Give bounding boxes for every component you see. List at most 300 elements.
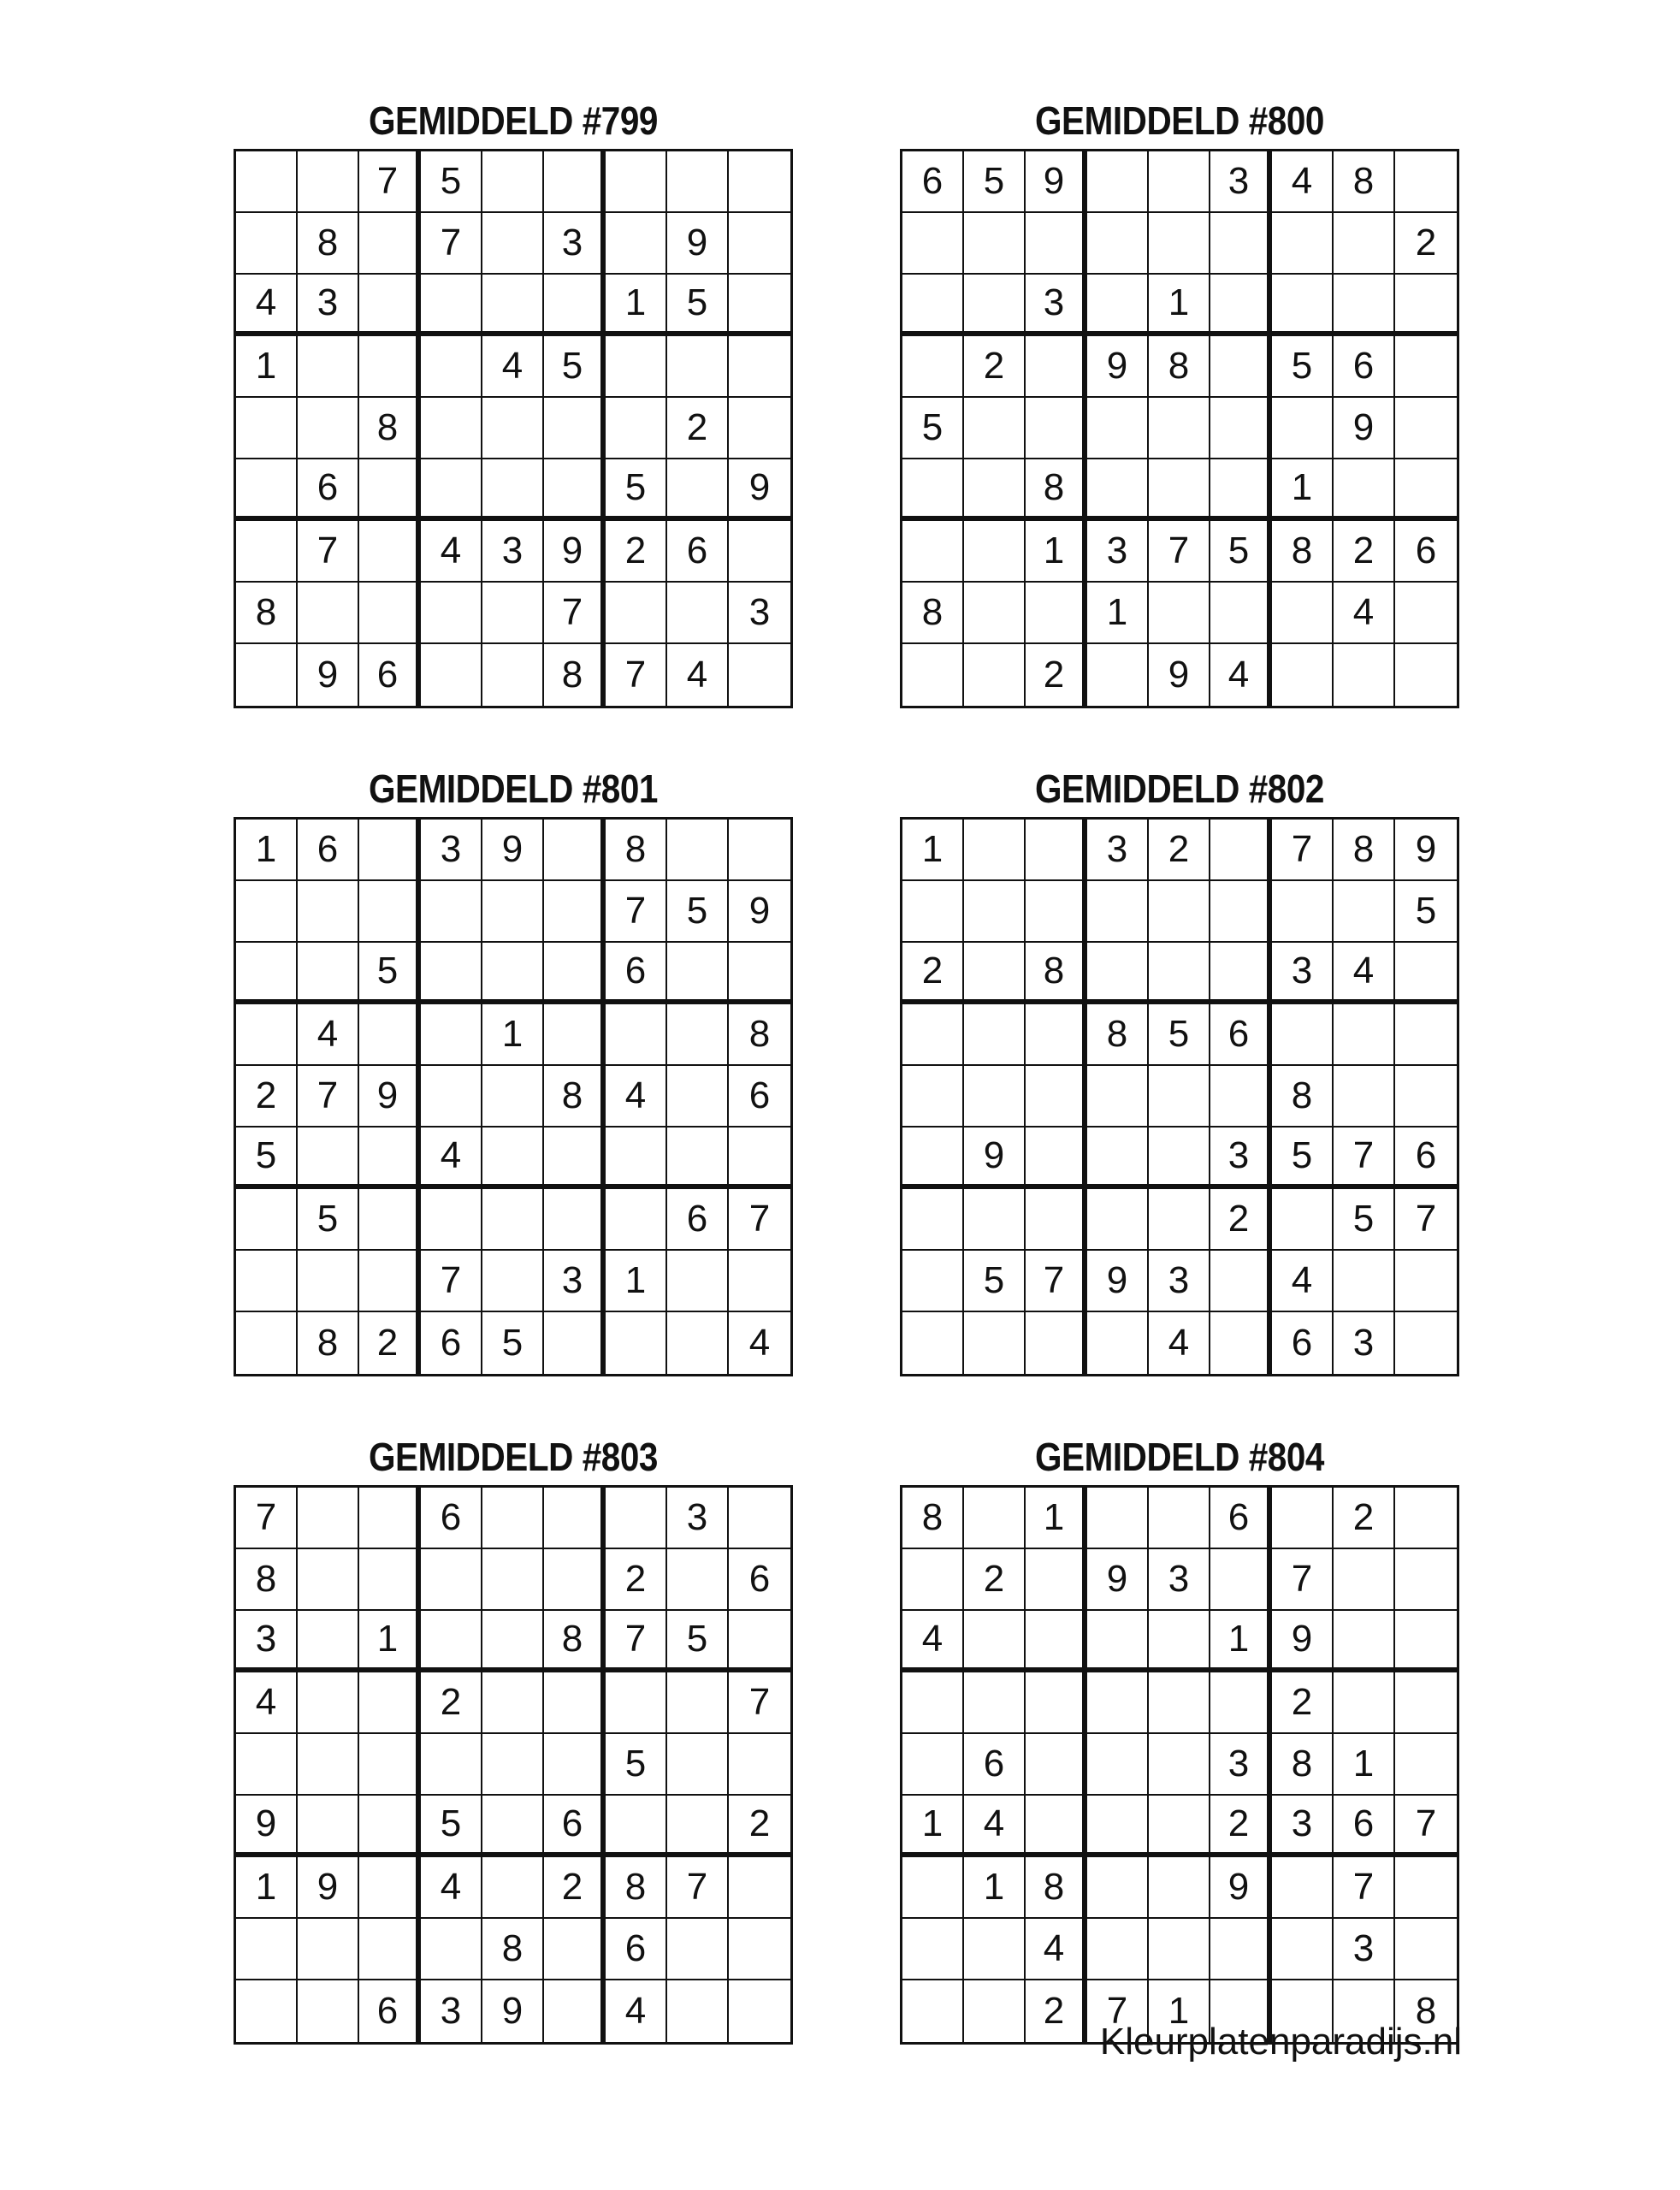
empty-cell[interactable] [902,1919,964,1980]
empty-cell[interactable] [544,1672,606,1734]
empty-cell[interactable] [1149,398,1210,459]
empty-cell[interactable] [298,1251,359,1312]
empty-cell[interactable] [544,1980,606,2042]
empty-cell[interactable] [236,644,298,706]
empty-cell[interactable] [964,1004,1026,1066]
empty-cell[interactable] [606,1796,667,1857]
empty-cell[interactable] [964,820,1026,881]
empty-cell[interactable] [1087,1611,1149,1672]
empty-cell[interactable] [359,1189,421,1251]
empty-cell[interactable] [482,1672,544,1734]
empty-cell[interactable] [1395,943,1457,1004]
empty-cell[interactable] [1210,1066,1272,1128]
empty-cell[interactable] [1087,881,1149,943]
empty-cell[interactable] [298,881,359,943]
empty-cell[interactable] [1149,943,1210,1004]
empty-cell[interactable] [667,1796,729,1857]
empty-cell[interactable] [1210,459,1272,521]
empty-cell[interactable] [964,1066,1026,1128]
empty-cell[interactable] [1395,275,1457,336]
empty-cell[interactable] [482,151,544,213]
empty-cell[interactable] [902,336,964,398]
empty-cell[interactable] [1087,1857,1149,1919]
empty-cell[interactable] [544,275,606,336]
empty-cell[interactable] [421,398,482,459]
empty-cell[interactable] [236,1189,298,1251]
empty-cell[interactable] [544,1004,606,1066]
empty-cell[interactable] [667,820,729,881]
empty-cell[interactable] [902,521,964,583]
empty-cell[interactable] [606,1004,667,1066]
empty-cell[interactable] [1149,1672,1210,1734]
empty-cell[interactable] [298,583,359,644]
empty-cell[interactable] [236,1919,298,1980]
empty-cell[interactable] [964,943,1026,1004]
empty-cell[interactable] [482,459,544,521]
empty-cell[interactable] [1149,459,1210,521]
empty-cell[interactable] [1395,583,1457,644]
empty-cell[interactable] [667,1549,729,1611]
empty-cell[interactable] [964,275,1026,336]
empty-cell[interactable] [544,1488,606,1549]
empty-cell[interactable] [359,1734,421,1796]
empty-cell[interactable] [667,1128,729,1189]
empty-cell[interactable] [729,1251,790,1312]
empty-cell[interactable] [298,1796,359,1857]
empty-cell[interactable] [236,213,298,275]
empty-cell[interactable] [1026,1549,1087,1611]
empty-cell[interactable] [1210,881,1272,943]
empty-cell[interactable] [1210,1672,1272,1734]
empty-cell[interactable] [1395,1734,1457,1796]
empty-cell[interactable] [902,275,964,336]
empty-cell[interactable] [298,398,359,459]
empty-cell[interactable] [236,1004,298,1066]
empty-cell[interactable] [359,521,421,583]
empty-cell[interactable] [1334,1251,1395,1312]
empty-cell[interactable] [421,644,482,706]
empty-cell[interactable] [667,336,729,398]
empty-cell[interactable] [1087,1189,1149,1251]
empty-cell[interactable] [359,213,421,275]
empty-cell[interactable] [359,820,421,881]
empty-cell[interactable] [964,644,1026,706]
empty-cell[interactable] [1087,1066,1149,1128]
empty-cell[interactable] [1210,943,1272,1004]
empty-cell[interactable] [482,1488,544,1549]
empty-cell[interactable] [667,1312,729,1374]
empty-cell[interactable] [1395,1488,1457,1549]
empty-cell[interactable] [236,398,298,459]
empty-cell[interactable] [1026,398,1087,459]
empty-cell[interactable] [482,275,544,336]
empty-cell[interactable] [606,1128,667,1189]
empty-cell[interactable] [1087,1672,1149,1734]
empty-cell[interactable] [544,1312,606,1374]
empty-cell[interactable] [1334,275,1395,336]
empty-cell[interactable] [421,1066,482,1128]
empty-cell[interactable] [1026,1004,1087,1066]
empty-cell[interactable] [1026,1611,1087,1672]
empty-cell[interactable] [729,1128,790,1189]
empty-cell[interactable] [298,1672,359,1734]
empty-cell[interactable] [236,151,298,213]
empty-cell[interactable] [902,1734,964,1796]
empty-cell[interactable] [1210,1312,1272,1374]
empty-cell[interactable] [964,1980,1026,2042]
empty-cell[interactable] [359,275,421,336]
empty-cell[interactable] [1026,336,1087,398]
empty-cell[interactable] [1334,1004,1395,1066]
empty-cell[interactable] [729,644,790,706]
empty-cell[interactable] [606,151,667,213]
empty-cell[interactable] [1334,1549,1395,1611]
empty-cell[interactable] [729,336,790,398]
empty-cell[interactable] [964,398,1026,459]
empty-cell[interactable] [236,1251,298,1312]
empty-cell[interactable] [482,1796,544,1857]
empty-cell[interactable] [902,1312,964,1374]
empty-cell[interactable] [482,881,544,943]
empty-cell[interactable] [902,644,964,706]
empty-cell[interactable] [606,1189,667,1251]
empty-cell[interactable] [1087,1919,1149,1980]
empty-cell[interactable] [1210,1251,1272,1312]
empty-cell[interactable] [359,583,421,644]
empty-cell[interactable] [606,213,667,275]
empty-cell[interactable] [1149,1128,1210,1189]
empty-cell[interactable] [964,881,1026,943]
empty-cell[interactable] [1395,1004,1457,1066]
empty-cell[interactable] [1149,1796,1210,1857]
empty-cell[interactable] [1210,336,1272,398]
empty-cell[interactable] [1087,459,1149,521]
empty-cell[interactable] [1334,644,1395,706]
given-cell: 8 [236,1549,298,1611]
empty-cell[interactable] [667,583,729,644]
empty-cell[interactable] [1149,1488,1210,1549]
empty-cell[interactable] [482,1734,544,1796]
empty-cell[interactable] [298,1488,359,1549]
empty-cell[interactable] [1026,583,1087,644]
empty-cell[interactable] [1395,1857,1457,1919]
empty-cell[interactable] [1395,1251,1457,1312]
empty-cell[interactable] [1272,1004,1334,1066]
empty-cell[interactable] [729,398,790,459]
empty-cell[interactable] [359,1128,421,1189]
empty-cell[interactable] [544,151,606,213]
empty-cell[interactable] [964,1189,1026,1251]
empty-cell[interactable] [1334,213,1395,275]
empty-cell[interactable] [1272,881,1334,943]
empty-cell[interactable] [964,213,1026,275]
empty-cell[interactable] [482,583,544,644]
empty-cell[interactable] [1087,1312,1149,1374]
empty-cell[interactable] [421,881,482,943]
empty-cell[interactable] [236,1734,298,1796]
empty-cell[interactable] [1026,1189,1087,1251]
empty-cell[interactable] [729,1611,790,1672]
empty-cell[interactable] [1210,1549,1272,1611]
empty-cell[interactable] [667,1980,729,2042]
empty-cell[interactable] [359,1004,421,1066]
empty-cell[interactable] [1149,1734,1210,1796]
empty-cell[interactable] [421,1734,482,1796]
empty-cell[interactable] [482,398,544,459]
given-cell: 8 [902,583,964,644]
empty-cell[interactable] [606,1672,667,1734]
empty-cell[interactable] [729,1857,790,1919]
empty-cell[interactable] [1395,1549,1457,1611]
empty-cell[interactable] [1210,820,1272,881]
empty-cell[interactable] [964,459,1026,521]
empty-cell[interactable] [964,1312,1026,1374]
empty-cell[interactable] [482,1189,544,1251]
empty-cell[interactable] [298,151,359,213]
empty-cell[interactable] [1272,1857,1334,1919]
empty-cell[interactable] [544,1734,606,1796]
empty-cell[interactable] [1087,1128,1149,1189]
empty-cell[interactable] [1210,583,1272,644]
empty-cell[interactable] [1334,881,1395,943]
empty-cell[interactable] [964,1488,1026,1549]
empty-cell[interactable] [1087,644,1149,706]
empty-cell[interactable] [359,459,421,521]
empty-cell[interactable] [1087,213,1149,275]
empty-cell[interactable] [729,275,790,336]
empty-cell[interactable] [1026,1796,1087,1857]
empty-cell[interactable] [236,1312,298,1374]
empty-cell[interactable] [421,336,482,398]
empty-cell[interactable] [298,1549,359,1611]
empty-cell[interactable] [1087,943,1149,1004]
empty-cell[interactable] [667,1672,729,1734]
empty-cell[interactable] [359,1672,421,1734]
empty-cell[interactable] [729,1980,790,2042]
empty-cell[interactable] [236,1980,298,2042]
empty-cell[interactable] [298,1128,359,1189]
empty-cell[interactable] [1149,1919,1210,1980]
empty-cell[interactable] [902,1128,964,1189]
empty-cell[interactable] [1026,820,1087,881]
given-cell: 7 [1026,1251,1087,1312]
empty-cell[interactable] [1149,151,1210,213]
empty-cell[interactable] [1026,1066,1087,1128]
empty-cell[interactable] [1395,1611,1457,1672]
empty-cell[interactable] [1334,1672,1395,1734]
empty-cell[interactable] [964,1672,1026,1734]
empty-cell[interactable] [1026,1312,1087,1374]
empty-cell[interactable] [1149,881,1210,943]
empty-cell[interactable] [1026,213,1087,275]
empty-cell[interactable] [1026,1672,1087,1734]
empty-cell[interactable] [1272,644,1334,706]
empty-cell[interactable] [482,1549,544,1611]
empty-cell[interactable] [544,398,606,459]
empty-cell[interactable] [1210,398,1272,459]
empty-cell[interactable] [667,1734,729,1796]
empty-cell[interactable] [1087,1734,1149,1796]
empty-cell[interactable] [902,459,964,521]
empty-cell[interactable] [964,1611,1026,1672]
empty-cell[interactable] [544,1189,606,1251]
empty-cell[interactable] [482,644,544,706]
empty-cell[interactable] [1272,398,1334,459]
empty-cell[interactable] [298,943,359,1004]
empty-cell[interactable] [1026,881,1087,943]
empty-cell[interactable] [1395,1312,1457,1374]
empty-cell[interactable] [544,943,606,1004]
empty-cell[interactable] [1272,1919,1334,1980]
empty-cell[interactable] [298,1919,359,1980]
empty-cell[interactable] [1210,1919,1272,1980]
empty-cell[interactable] [1395,336,1457,398]
empty-cell[interactable] [606,1488,667,1549]
empty-cell[interactable] [544,820,606,881]
empty-cell[interactable] [482,1251,544,1312]
given-cell: 5 [1272,336,1334,398]
empty-cell[interactable] [1395,1066,1457,1128]
empty-cell[interactable] [544,881,606,943]
empty-cell[interactable] [729,151,790,213]
empty-cell[interactable] [606,1312,667,1374]
empty-cell[interactable] [359,1857,421,1919]
empty-cell[interactable] [902,1857,964,1919]
empty-cell[interactable] [1087,1488,1149,1549]
empty-cell[interactable] [667,1919,729,1980]
empty-cell[interactable] [1272,213,1334,275]
empty-cell[interactable] [1087,275,1149,336]
empty-cell[interactable] [544,1549,606,1611]
empty-cell[interactable] [902,1672,964,1734]
empty-cell[interactable] [482,943,544,1004]
empty-cell[interactable] [667,151,729,213]
empty-cell[interactable] [421,459,482,521]
empty-cell[interactable] [964,521,1026,583]
empty-cell[interactable] [1026,1128,1087,1189]
empty-cell[interactable] [359,1796,421,1857]
empty-cell[interactable] [902,881,964,943]
empty-cell[interactable] [1334,1066,1395,1128]
empty-cell[interactable] [1334,459,1395,521]
empty-cell[interactable] [298,336,359,398]
empty-cell[interactable] [482,1611,544,1672]
empty-cell[interactable] [1149,1066,1210,1128]
empty-cell[interactable] [298,1980,359,2042]
empty-cell[interactable] [902,1549,964,1611]
empty-cell[interactable] [1395,398,1457,459]
empty-cell[interactable] [1210,213,1272,275]
empty-cell[interactable] [421,1919,482,1980]
empty-cell[interactable] [902,213,964,275]
empty-cell[interactable] [1272,583,1334,644]
empty-cell[interactable] [1395,459,1457,521]
empty-cell[interactable] [667,1066,729,1128]
empty-cell[interactable] [902,1004,964,1066]
empty-cell[interactable] [606,336,667,398]
empty-cell[interactable] [544,1128,606,1189]
empty-cell[interactable] [359,1251,421,1312]
empty-cell[interactable] [482,1857,544,1919]
empty-cell[interactable] [359,881,421,943]
empty-cell[interactable] [359,336,421,398]
empty-cell[interactable] [544,459,606,521]
empty-cell[interactable] [421,1004,482,1066]
empty-cell[interactable] [1272,1488,1334,1549]
empty-cell[interactable] [667,1004,729,1066]
empty-cell[interactable] [1210,275,1272,336]
empty-cell[interactable] [421,583,482,644]
empty-cell[interactable] [729,1734,790,1796]
empty-cell[interactable] [1149,213,1210,275]
empty-cell[interactable] [421,943,482,1004]
empty-cell[interactable] [1334,1611,1395,1672]
empty-cell[interactable] [1087,1796,1149,1857]
empty-cell[interactable] [667,943,729,1004]
empty-cell[interactable] [964,1919,1026,1980]
empty-cell[interactable] [729,1488,790,1549]
empty-cell[interactable] [482,1066,544,1128]
empty-cell[interactable] [902,1066,964,1128]
empty-cell[interactable] [729,943,790,1004]
empty-cell[interactable] [236,459,298,521]
empty-cell[interactable] [667,459,729,521]
empty-cell[interactable] [298,1611,359,1672]
empty-cell[interactable] [1087,398,1149,459]
empty-cell[interactable] [902,1189,964,1251]
empty-cell[interactable] [421,1189,482,1251]
empty-cell[interactable] [421,1611,482,1672]
empty-cell[interactable] [729,820,790,881]
empty-cell[interactable] [482,1128,544,1189]
empty-cell[interactable] [1395,151,1457,213]
empty-cell[interactable] [1026,1734,1087,1796]
empty-cell[interactable] [1149,1611,1210,1672]
empty-cell[interactable] [298,1734,359,1796]
empty-cell[interactable] [421,275,482,336]
empty-cell[interactable] [359,1919,421,1980]
empty-cell[interactable] [236,521,298,583]
empty-cell[interactable] [729,1919,790,1980]
empty-cell[interactable] [1395,1672,1457,1734]
empty-cell[interactable] [606,398,667,459]
empty-cell[interactable] [1149,1189,1210,1251]
empty-cell[interactable] [359,1549,421,1611]
empty-cell[interactable] [1272,1189,1334,1251]
empty-cell[interactable] [729,521,790,583]
empty-cell[interactable] [1395,1919,1457,1980]
empty-cell[interactable] [1087,151,1149,213]
empty-cell[interactable] [1272,275,1334,336]
empty-cell[interactable] [1149,583,1210,644]
empty-cell[interactable] [902,1980,964,2042]
given-cell: 3 [1026,275,1087,336]
empty-cell[interactable] [667,1251,729,1312]
empty-cell[interactable] [1395,644,1457,706]
empty-cell[interactable] [1149,1857,1210,1919]
empty-cell[interactable] [544,1919,606,1980]
empty-cell[interactable] [421,1549,482,1611]
empty-cell[interactable] [902,1251,964,1312]
empty-cell[interactable] [482,213,544,275]
empty-cell[interactable] [359,1488,421,1549]
empty-cell[interactable] [729,213,790,275]
empty-cell[interactable] [236,881,298,943]
empty-cell[interactable] [236,943,298,1004]
empty-cell[interactable] [964,583,1026,644]
empty-cell[interactable] [606,583,667,644]
given-cell: 8 [1087,1004,1149,1066]
